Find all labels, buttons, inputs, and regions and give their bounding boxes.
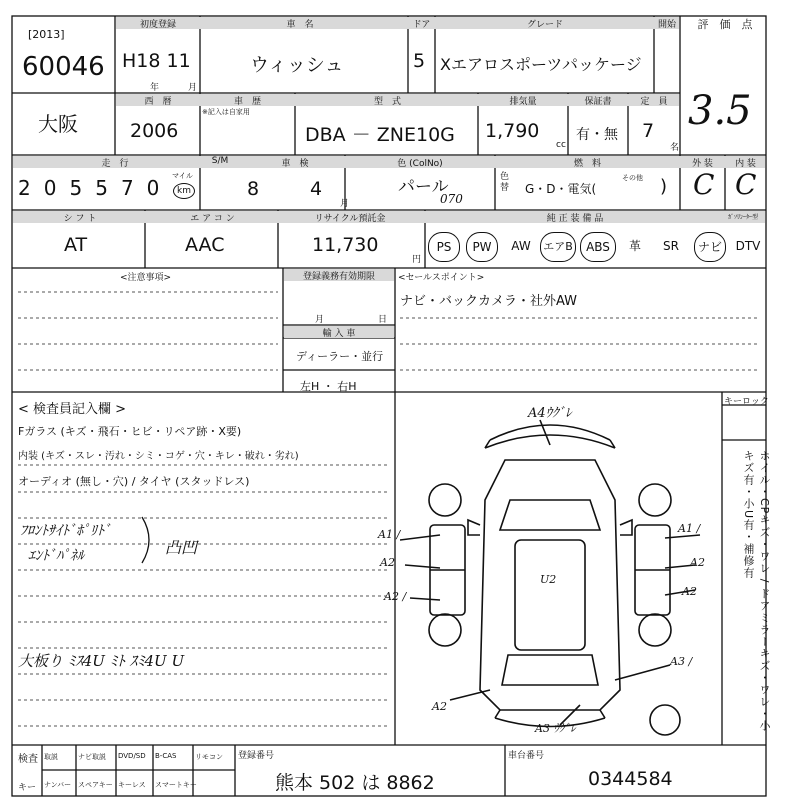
- color-value: パール: [398, 177, 449, 197]
- inspection-label: 車 検: [281, 159, 309, 169]
- grade-label: グレード: [526, 20, 563, 30]
- inspector-title: < 検査員記入欄 >: [18, 402, 127, 417]
- flag-label: 開始: [657, 20, 676, 30]
- note-rear-left: A2: [432, 700, 447, 713]
- equip-navi: ナビ: [694, 232, 726, 262]
- footer-cell-number: ナンバー: [44, 781, 72, 789]
- shift-label: シ フ ト: [63, 214, 97, 224]
- mileage-digit: 0: [43, 176, 70, 200]
- note-right-2: A2: [690, 556, 705, 569]
- region: 大阪: [38, 112, 78, 136]
- note-right-1: A1 /: [678, 522, 701, 535]
- mileage-digit: 5: [95, 176, 121, 200]
- mileage-digit: 7: [120, 176, 147, 200]
- bracket-mark: [140, 515, 160, 565]
- capacity-value: 7: [642, 120, 655, 142]
- mileage-unit: km: [173, 183, 195, 199]
- equip-pw: PW: [466, 232, 498, 262]
- sales-point: ナビ・バックカメラ・社外AW: [400, 294, 578, 309]
- chassis-number: 0344584: [588, 768, 673, 790]
- displacement-label: 排気量: [509, 97, 537, 107]
- era-label: 西 暦: [144, 97, 172, 107]
- capacity-label: 定 員: [640, 97, 668, 107]
- note-front: A4ｳｸﾞﾚ: [528, 406, 572, 421]
- footer-cell-remote: リモコン: [195, 753, 223, 761]
- footer-cell-keyless: キーレス: [118, 781, 146, 789]
- note-right-3: A2: [682, 585, 697, 598]
- history-note: ※記入は自家用: [202, 108, 250, 116]
- note-left-2: A2: [380, 556, 395, 569]
- inspection-year: 8: [247, 178, 260, 200]
- notes-label: <注意事項>: [120, 273, 172, 283]
- reg-day-label: 日: [378, 315, 388, 325]
- equip-aw: AW: [511, 239, 531, 253]
- car-name: ウィッシュ: [250, 54, 344, 76]
- footer-cell-smart-key: スマートキー: [155, 781, 197, 789]
- dtv-label: ｶﾞｿﾘﾝｰﾀｰ型: [728, 214, 759, 221]
- mileage-digits: [18, 176, 172, 200]
- lot-number: 60046: [22, 52, 105, 82]
- plate-label: 登録番号: [238, 751, 275, 761]
- score-label: 評 価 点: [697, 18, 753, 31]
- side-column-text: ホイル・CPキズ・ワレ / ドアミラーキズ・ワレ・小キズ有・小U有・補修有: [742, 450, 771, 733]
- door-count: 5: [413, 50, 426, 72]
- equipment-label: 純 正 装 備 品: [546, 214, 604, 224]
- note-rear-right: A3 /: [670, 655, 693, 668]
- exterior-label: 外 装: [692, 159, 713, 169]
- footer-cell-bcas: B-CAS: [155, 752, 177, 760]
- mileage-digit: 5: [69, 176, 96, 200]
- equip-ps: PS: [428, 232, 460, 262]
- year-small: 年: [150, 83, 160, 93]
- displacement-value: 1,790: [485, 120, 540, 142]
- footer-cell-dvd: DVD/SD: [118, 752, 146, 760]
- footer-cell-navi-manual: ナビ取説: [78, 753, 106, 761]
- steering-side: 左H ・ 右H: [300, 380, 357, 393]
- interior-grade: C: [735, 168, 757, 201]
- handwritten-note-4: 大板り ﾐｽ4U ﾐﾄ ｽﾐ4U U: [18, 652, 185, 670]
- fuel-label: 燃 料: [573, 159, 601, 169]
- month-unit: 月: [340, 199, 350, 209]
- ac-label: エ ア コ ン: [190, 214, 235, 224]
- car-name-label: 車 名: [286, 20, 314, 30]
- door-label: ドア: [412, 20, 431, 30]
- exterior-grade: C: [693, 168, 715, 201]
- footer-cell-spare-key: スペアキー: [78, 781, 113, 789]
- reg-month-label: 月: [315, 315, 325, 325]
- keys-label: キー: [18, 783, 37, 793]
- warranty-label: 保証書: [584, 97, 612, 107]
- model-code: DBA － ZNE10G: [305, 124, 455, 146]
- car-diagram: [400, 400, 720, 745]
- score-value: 3.5: [688, 88, 752, 134]
- capacity-unit: 名: [670, 143, 680, 153]
- inspection-month: 4: [310, 178, 323, 200]
- model-label: 型 式: [373, 97, 401, 107]
- recycle-label: リサイクル預託金: [314, 214, 386, 224]
- fuel-value: G・D・電気(: [525, 182, 597, 196]
- equip-leather: 革: [628, 239, 641, 253]
- footer-cell-manual: 取説: [44, 753, 58, 761]
- reg-expiry-label: 登録義務有効期限: [302, 272, 375, 282]
- inspector-line-interior: 内装 (キズ・スレ・汚れ・シミ・コゲ・穴・キレ・破れ・劣れ): [18, 451, 299, 462]
- color-label: 色 (ColNo): [397, 159, 443, 169]
- fuel-close: ): [660, 176, 668, 197]
- handwritten-note-1: ﾌﾛﾝﾄｻｲﾄﾞﾎﾟﾘﾄﾞ: [20, 523, 111, 539]
- note-roof: U2: [540, 573, 557, 586]
- key-lock-label: キーロック: [724, 397, 769, 407]
- note-rear: A3 ｳｸﾞﾚ: [535, 722, 576, 735]
- equip-airbag: エアB: [540, 232, 576, 262]
- month-small: 月: [188, 83, 198, 93]
- fuel-other: その他: [622, 174, 643, 182]
- warranty-value: 有・無: [576, 127, 618, 143]
- mileage-digit: 2: [18, 176, 44, 200]
- recycle-value: 11,730: [312, 234, 379, 256]
- import-type: ディーラー・並行: [296, 350, 384, 363]
- note-left-3: A2 /: [384, 590, 407, 603]
- equip-abs: ABS: [580, 232, 616, 262]
- equip-sr: SR: [663, 239, 679, 253]
- handwritten-note-2: ｴﾝﾄﾞﾊﾟﾈﾙ: [28, 548, 84, 564]
- mileage-miles: マイル: [172, 172, 193, 180]
- chassis-label: 車台番号: [508, 751, 545, 761]
- sm-label: S/M: [211, 156, 229, 166]
- history-label: 車 歴: [233, 97, 261, 107]
- shift-value: AT: [64, 234, 88, 256]
- inspector-line-glass: Fガラス (キズ・飛石・ヒビ・リペア跡・X要): [18, 425, 242, 438]
- cc-unit: cc: [556, 140, 566, 150]
- color-change: 色替: [500, 172, 510, 193]
- inspector-line-audio: オーディオ (無し・穴) / タイヤ (スタッドレス): [18, 475, 250, 488]
- interior-label: 内 装: [735, 159, 756, 169]
- year-bracket: [2013]: [28, 28, 65, 41]
- mileage-digit: 0: [146, 176, 173, 200]
- plate-number: 熊本 502 は 8862: [275, 772, 435, 794]
- ac-value: AAC: [185, 234, 225, 256]
- first-reg-label: 初度登録: [139, 20, 176, 30]
- import-label: 輸 入 車: [322, 329, 356, 339]
- handwritten-note-3: 凸凹: [165, 538, 198, 557]
- equip-dtv: DTV: [735, 239, 761, 253]
- kentei-label: 検査: [18, 754, 38, 765]
- mileage-label: 走 行: [101, 159, 129, 169]
- sales-point-label: <セールスポイント>: [398, 273, 485, 283]
- first-reg-value: H18 11: [122, 50, 191, 72]
- note-left-1: A1 /: [378, 528, 401, 541]
- grade-value: Xエアロスポーツパッケージ: [440, 55, 642, 74]
- color-code: 070: [440, 192, 463, 206]
- year-value: 2006: [130, 120, 179, 142]
- yen-unit: 円: [412, 255, 422, 265]
